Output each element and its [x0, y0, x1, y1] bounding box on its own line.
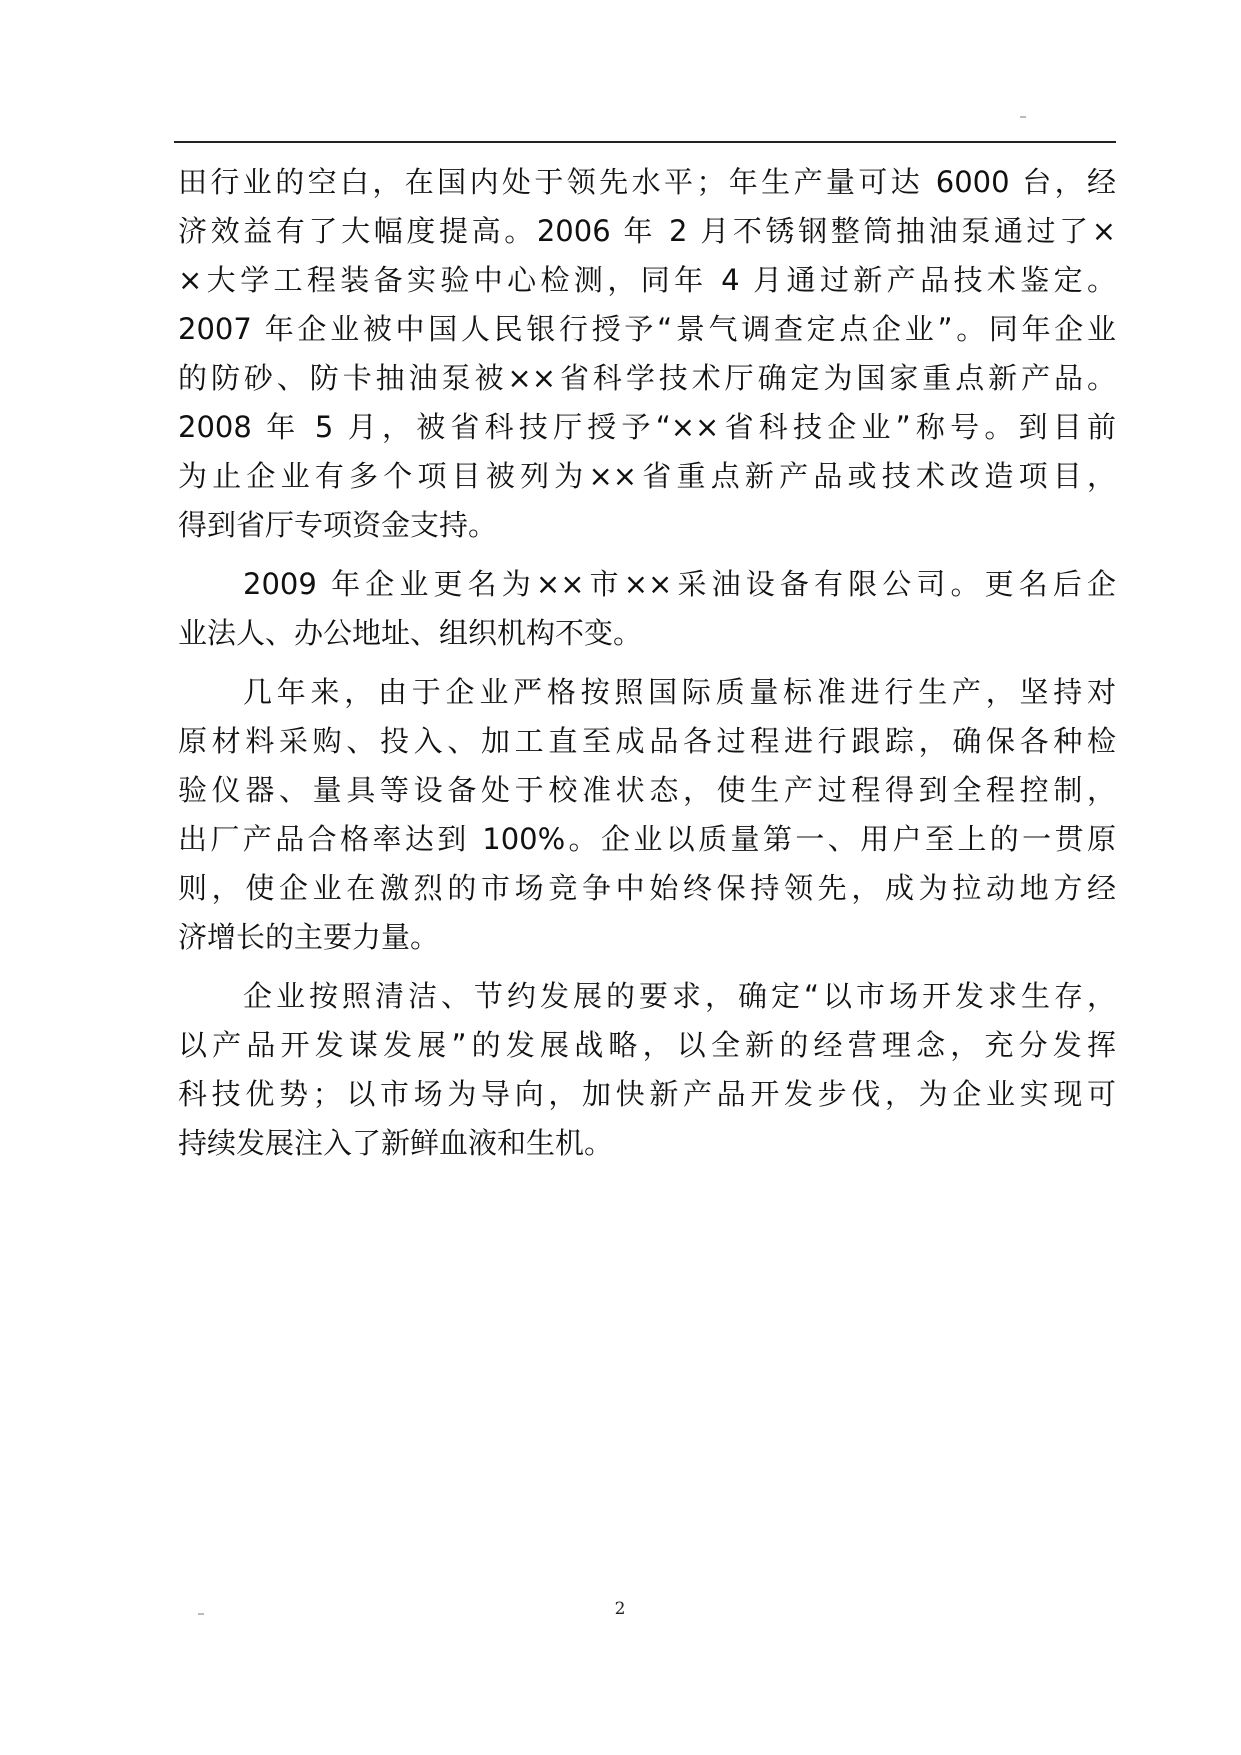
- text-line: 2008 年 5 月，被省科技厅授予“××省科技企业”称号。到目前: [178, 410, 1116, 444]
- paragraph-quality: [178, 668, 1116, 962]
- text-line: 出厂产品合格率达到 100%。企业以质量第一、用户至上的一贯原: [178, 822, 1116, 856]
- footer-mark: [198, 1613, 204, 1615]
- text-line: 田行业的空白，在国内处于领先水平；年生产量可达 6000 台，经: [178, 165, 1116, 199]
- text-line: 2009 年企业更名为××市××采油设备有限公司。更名后企: [243, 567, 1116, 601]
- text-line: 2007 年企业被中国人民银行授予“景气调查定点企业”。同年企业: [178, 312, 1116, 346]
- header-rule: [174, 141, 1116, 143]
- text-line: 原材料采购、投入、加工直至成品各过程进行跟踪，确保各种检: [178, 724, 1116, 758]
- header-mark: [1020, 116, 1026, 118]
- text-line: 企业按照清洁、节约发展的要求，确定“以市场开发求生存，: [243, 979, 1116, 1013]
- text-line: ×大学工程装备实验中心检测，同年 4 月通过新产品技术鉴定。: [178, 263, 1116, 297]
- text-line: 科技优势；以市场为导向，加快新产品开发步伐，为企业实现可: [178, 1077, 1116, 1111]
- paragraph-company-history: [178, 158, 1116, 550]
- paragraph-strategy: [178, 972, 1116, 1168]
- text-line: 几年来，由于企业严格按照国际质量标准进行生产，坚持对: [243, 675, 1116, 709]
- text-line: 业法人、办公地址、组织机构不变。: [178, 616, 643, 650]
- text-line: 验仪器、量具等设备处于校准状态，使生产过程得到全程控制，: [178, 773, 1116, 807]
- body-text: [178, 158, 1116, 1178]
- text-line: 持续发展注入了新鲜血液和生机。: [178, 1126, 614, 1160]
- paragraph-rename: [178, 560, 1116, 658]
- text-line: 济效益有了大幅度提高。2006 年 2 月不锈钢整筒抽油泵通过了×: [178, 214, 1116, 248]
- text-line: 为止企业有多个项目被列为××省重点新产品或技术改造项目，: [178, 459, 1116, 493]
- text-line: 以产品开发谋发展”的发展战略，以全新的经营理念，充分发挥: [178, 1028, 1116, 1062]
- text-line: 的防砂、防卡抽油泵被××省科学技术厅确定为国家重点新产品。: [178, 361, 1116, 395]
- text-line: 则，使企业在激烈的市场竞争中始终保持领先，成为拉动地方经: [178, 871, 1116, 905]
- text-line: 济增长的主要力量。: [178, 920, 440, 954]
- page-number: 2: [614, 1599, 626, 1619]
- text-line: 得到省厅专项资金支持。: [178, 508, 498, 542]
